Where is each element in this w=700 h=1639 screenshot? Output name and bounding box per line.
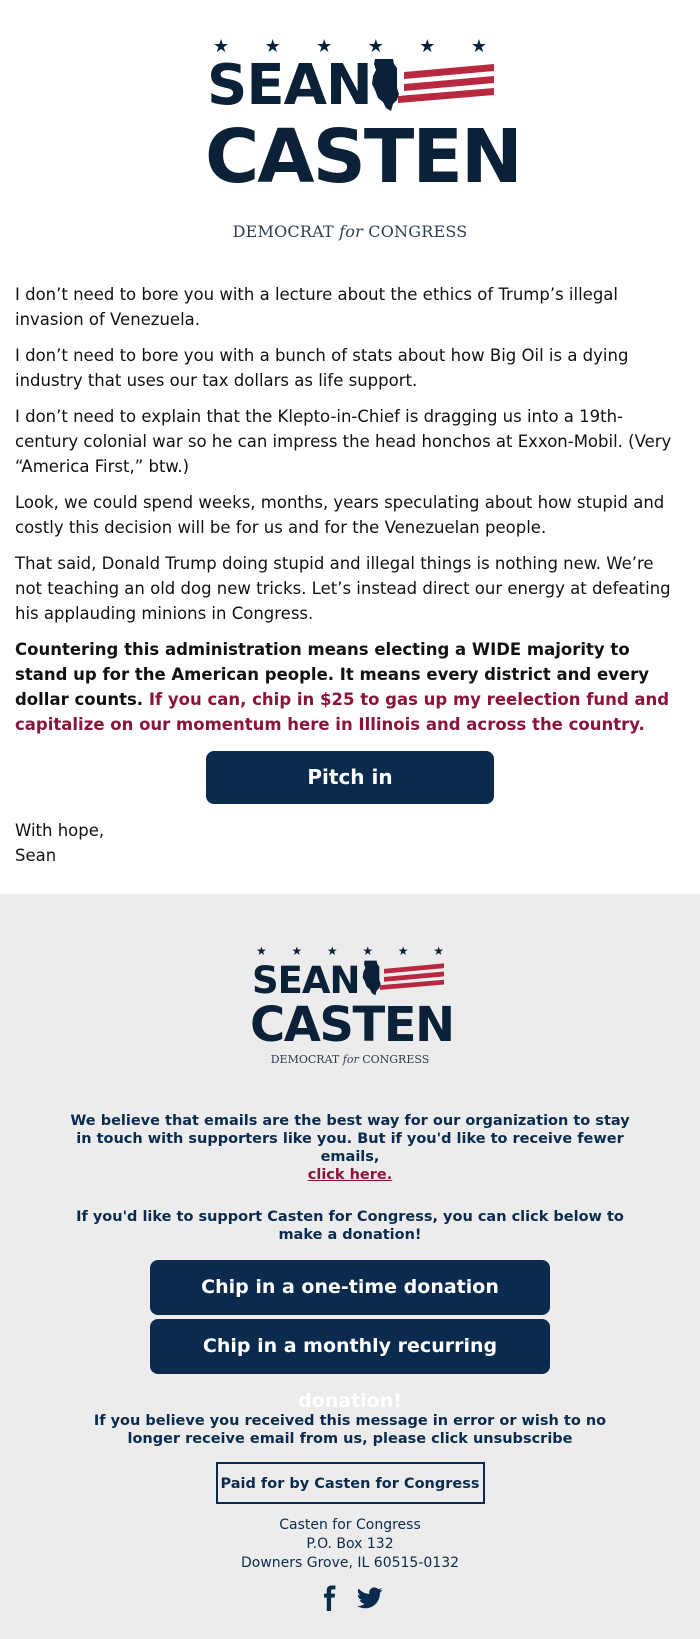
paid-for-disclaimer: Paid for by Casten for Congress [216, 1462, 485, 1504]
address-line: Downers Grove, IL 60515-0132 [240, 1555, 460, 1571]
star-icon: ★ [213, 36, 230, 57]
twitter-icon[interactable] [357, 1585, 383, 1611]
star-icon: ★ [291, 944, 303, 958]
email-body [0, 248, 700, 737]
star-icon: ★ [326, 944, 338, 958]
paragraph: Look, we could spend weeks, months, years speculating about how stupid and costly this decision will be for us and for the Venezuelan people. [15, 493, 665, 537]
flag-stripes-icon [398, 62, 494, 106]
star-icon: ★ [362, 944, 374, 958]
logo-first-name: SEAN [252, 959, 360, 1002]
paragraph: I don’t need to explain that the Klepto-in-Chief is dragging us into a 19th-century colonial war so he can impress the head honchos at Exxon-Mobil. (Very “America First,” btw.) [15, 407, 672, 476]
signoff-line: With hope, [15, 821, 105, 840]
logo-last-name: CASTEN [250, 997, 454, 1053]
unsubscribe-notice: We believe that emails are the best way for our organization to stay in touch with supporters like you. But if you'd like to receive fewer emails, click here. [70, 1113, 630, 1183]
appeal-paragraph: Countering this administration means electing a WIDE majority to stand up for the American people. It means every district and every dollar counts. If you can, chip in $25 to gas up my reelection fund and capitalize on our momentum here in Illinois and across the country. [15, 640, 670, 734]
flag-stripes-icon [380, 962, 444, 992]
pitch-in-button[interactable]: Pitch in [206, 751, 494, 804]
logo-tagline: DEMOCRAT for CONGRESS [270, 1053, 430, 1066]
paragraph: I don’t need to bore you with a lecture about the ethics of Trump’s illegal invasion of Venezuela. [15, 285, 618, 329]
one-time-donation-button[interactable]: Chip in a one-time donation [150, 1260, 550, 1315]
star-icon: ★ [316, 36, 333, 57]
signoff-name: Sean [15, 846, 57, 865]
logo-tagline: DEMOCRAT for CONGRESS [232, 222, 468, 241]
donation-appeal-link[interactable]: If you can, chip in $25 to gas up my reelection fund and capitalize on our momentum here in Illinois and across the country. [15, 690, 670, 734]
mailing-address [0, 1516, 700, 1573]
address-line: P.O. Box 132 [306, 1536, 394, 1552]
footer-logo [250, 944, 454, 1068]
star-icon: ★ [264, 36, 281, 57]
paragraph: I don’t need to bore you with a bunch of stats about how Big Oil is a dying industry that uses our tax dollars as life support. [15, 346, 629, 390]
signoff [0, 818, 700, 868]
footer [0, 894, 700, 1639]
support-text: If you'd like to support Casten for Congress, you can click below to make a donation! [76, 1209, 624, 1243]
monthly-donation-button[interactable]: Chip in a monthly recurring donation! [150, 1319, 550, 1374]
unsubscribe-link-text[interactable]: If you believe you received this message in error or wish to no longer receive email from us, please click unsubscribe [93, 1413, 607, 1447]
paragraph: That said, Donald Trump doing stupid and illegal things is nothing new. We’re not teaching an old dog new tricks. Let’s instead direct our energy at defeating his applauding minions in Congress. [15, 554, 671, 623]
illinois-icon [371, 58, 401, 112]
logo-stars [250, 944, 450, 958]
address-line: Casten for Congress [279, 1517, 421, 1533]
star-icon: ★ [256, 944, 267, 958]
logo-first-name: SEAN [207, 53, 372, 118]
facebook-icon[interactable] [317, 1585, 343, 1611]
illinois-icon [362, 960, 382, 996]
star-icon: ★ [419, 36, 436, 57]
star-icon: ★ [367, 36, 384, 57]
star-icon: ★ [433, 944, 444, 958]
social-links [0, 1585, 700, 1611]
star-icon: ★ [397, 944, 409, 958]
cta-wrapper [0, 751, 700, 804]
star-icon: ★ [470, 36, 487, 57]
logo-last-name: CASTEN [205, 114, 521, 200]
fewer-emails-link[interactable]: click here. [307, 1167, 393, 1183]
header-logo [205, 36, 521, 248]
